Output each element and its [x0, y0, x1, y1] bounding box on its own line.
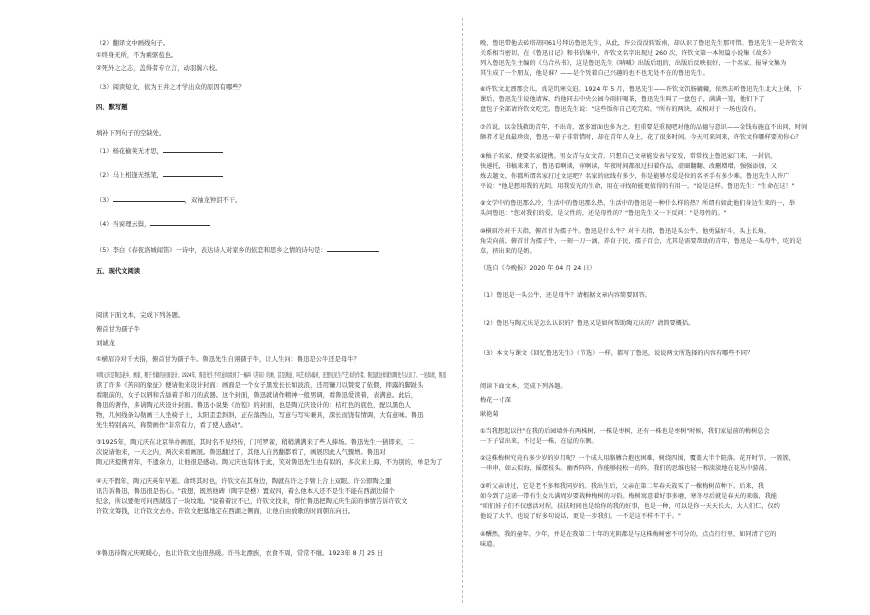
fill-blank-item: [96, 245, 379, 255]
paragraph-line: ⑤鲁迅待陶元庆呢暖心，也让许钦文也很热暖。许当北漂族，衣食不周，常常不继。1923年 8 月 25 日: [96, 550, 384, 557]
paragraph-line: ④天不假年，陶元庆英年早逝。命终其时也，许钦文在其身边，陶就在许之手臂上合上双眼。许公即陶之噩: [96, 478, 392, 485]
answer-blank[interactable]: [113, 195, 185, 202]
paragraph-line: 物，几何线条勾勒画三人坐椅子上，太阳歪歪斜斜，正在落西山，写意与写实兼具，深长而饶有情调，大有意味。鲁迅: [96, 412, 424, 419]
section-heading: 四、默写题: [96, 104, 128, 111]
item-text: （2）马上相逢无纸笔，: [96, 172, 163, 179]
paragraph-line: 角尖向前，俯首甘为孺子牛，一刻一刀一滴，养育子民，孺子百会，尤其是需要帮助的青年，鲁迅是一头母牛，吃的是: [480, 238, 802, 245]
paragraph-line: 其生成了一个朋友，他是谁？——是个凭着自己兴趣的也不也无处不在的鲁迅先生。: [480, 70, 709, 77]
paragraph-line: 颇者才是真最珍贵，鲁迅一辈子非常惜时，却在青年人身上，花了很多时间。今天可来问来，许钦文你哪样要劝你心？: [480, 134, 802, 141]
article-title: 梅花一寸深: [480, 397, 511, 404]
paragraph-line: ⑧稿子名家，便要名家提携。男女青与女文青，只想自己文章能发表与安发，常常找上鲁迅家门来，一封信，: [480, 153, 777, 160]
paragraph-line: 草，挤出来的是奶。: [480, 248, 536, 255]
paragraph-line: 盘包子全部请许钦文吃完。鲁迅先生说："这些饭你自己吃完哈。"所有的两块，或相对于 一场也没有。: [480, 106, 760, 113]
paragraph-line: ①当我想起以往"在我的后园墙外有两株树，一株是枣树，还有一株也是枣树"时候，我们家屋前的梅树总会: [480, 428, 770, 435]
article-author: 刘诚龙: [96, 340, 115, 347]
paragraph-line: 次说请他来，一天之内，两次来看画展。鲁迅翻过了，其他人自然翻都看了，画展因此人气骤增。鲁迅对: [96, 449, 386, 456]
paragraph-line: ⑥许钦文北漂那会儿，真是饥寒交迫。1924 年 5 月，鲁迅先生——许钦文饥肠辘辘，依然去听鲁迅先生北大上课，下: [480, 86, 802, 93]
paragraph-line: ③1925年，陶元庆在北京举办画展，其时名不见经传，门可罗雀，稍稍满满来了些人捧场。鲁迅先生一猜即来，二: [96, 439, 414, 446]
question-text: （2）鲁迅与陶元庆是怎么认识的？鲁迅又是如何帮助陶元庆的？请简要概括。: [480, 320, 695, 327]
paragraph-line: 晚，鲁迅带他去砖塔胡同61号拜访鲁迅先生，从此，许公没没转饭南，却认识了鲁迅先生那可惜。鲁迅先生一是许钦文: [480, 40, 804, 47]
article-title: 俯首甘为孺子牛: [96, 326, 141, 333]
paragraph-line: 课后，鲁迅先生说他请客，约他同去中央公园今雨轩喝茶，鲁迅先生叫了一盘包子，满满一笼，他们下了: [480, 96, 765, 103]
paragraph-line: 陶元庆提携青年，不遗余力，让他很是感动。陶元庆也有体于此，笑对鲁迅先生也有似的，多次来上海，不为别的，单是为了: [96, 459, 443, 466]
fill-blank-item: [96, 170, 223, 180]
fill-blank-item: [96, 219, 210, 229]
source-citation: （选自《今晚报》2020 年 04 月 24 日）: [480, 265, 596, 272]
fill-blank-item: [96, 146, 223, 156]
paragraph-line: 头问鲁迅："您对我们的爱，是父性的，还是母性的？"鲁迅先生又一下反问："是母性的。": [480, 210, 727, 217]
paragraph-line: 纪念，所以要他可问西湖选了一块坟地。"说着着泣不已，许钦文找来，帮忙鲁迅把陶元庆生前的事情告诉许钦文: [96, 498, 408, 505]
paragraph-line: ③听父亲讲过，它是老不多和我同岁的。我出生后，父亲在第二年春天栽买了一棵梅树苗种下。后来，我: [480, 483, 764, 490]
paragraph-line: 炼去题文。你都所谓名家打过文运吧？名家的底线有多少，你是能够尽爱是位的名圣手有多少难。鲁迅先生人许广: [480, 173, 790, 180]
answer-blank[interactable]: [163, 146, 223, 153]
paragraph-line: 如今到了这诺一带有生女儿满周岁要栽种梅树的习俗。梅树寓意着好事多磨，寒冬尽后就是春天的来临，我能: [480, 493, 777, 500]
paragraph-line: 许钦文筹钱，让许钦文去办。许钦文把墓地定在西湖之侧面，让他自由放歌的时间朝东向日。: [96, 508, 355, 515]
paragraph-line: 关系相当密切，在《鲁迅日记》和书信集中，许钦文名字出现过 260 次，许钦文第一本短篇小说集《故乡》: [480, 50, 775, 57]
paragraph-line: 他说了大半，也说了好多句说话，更是一步我们。一不是这不样不干千。": [480, 513, 681, 520]
question-text: ②死外之之志，盖得者专立言，动羽翼六校。: [96, 65, 222, 72]
question-text: （3）阅读短文，依为王井之才学出众的原因有哪些？: [96, 84, 245, 91]
question-text: （2）翻译文中画线句子。: [96, 40, 170, 47]
paragraph-line: ②陶元庆是鲁迅老乡，画家，精于书籍的封面设计。1924年，鲁迅先生不经意间看到了一幅叫《苦闷》的画，甚是满意，叫艺术的魂灵，还想见见生产艺术的作者。鲁迅就这样就知陶先生认识了。一见如故，鲁迅: [96, 372, 447, 379]
paragraph-line: ④酬然，我的童年，少年，并是在我第二十年的光阴都是与这株梅树密不可分的，点点行行里，如同清了它的: [480, 531, 777, 538]
instruction-text: 阅读下面文本，完成下列各题。: [96, 312, 185, 319]
question-text: （1）鲁迅是一头公牛，还是母牛？请根据文章内容简要回答。: [480, 292, 651, 299]
paragraph-line: ⑨文学中的鲁迅那么冷，生活中的鲁迅那么热，生活中的鲁迅是一种什么样的热？所谓有如此他们身边生来的一，举: [480, 200, 795, 207]
item-text: （4）当窗理云鬓，: [96, 221, 151, 228]
paragraph-line: 讯告诉鲁迅，鲁迅很是伤心。"我想，既然他碑（陶字是樵）置双四，着么他本人还不是生不能在西湖边留个: [96, 488, 395, 495]
item-text: （3）: [96, 197, 113, 204]
paragraph-line: 味道。: [480, 541, 499, 548]
paragraph-line: ⑩横眉冷对千夫指，俯首甘为孺子牛。鲁迅是什么牛？对千夫指，鲁迅是头公牛，他勇猛好斗，头上长角，: [480, 228, 771, 235]
section-heading: 五、现代文阅读: [96, 268, 141, 275]
answer-blank[interactable]: [327, 245, 379, 252]
paragraph-line: 读了许多《苦闷的象征》便请他来设计封面：画面是一个女子黑发长长如波浪，还用镰刀以赞变了依偎，摔露的脚趾头: [96, 382, 424, 389]
instruction-text: 填补下列句子的空缺处。: [96, 130, 166, 137]
paragraph-line: 平说："他是想用我的光阴，用我发光的生命，用在寻找陌能更值得的有用一。"说是这样。鲁迅先生："生命在这！": [480, 183, 795, 190]
instruction-text: 阅读下面文本，完成下列各题。: [480, 383, 567, 390]
question-text: （3）本文与课文《回忆鲁迅先生》（节选）一样，都写了鲁迅，说说两文所选择的内容有哪些不同？: [480, 350, 754, 357]
answer-blank[interactable]: [163, 170, 223, 177]
item-text: （5）李白《春夜洛城闻笛》一诗中，表达诗人对家乡的依恋和思乡之情的诗句是：: [96, 247, 327, 254]
item-text: ，双袖龙钟泪不干。: [184, 197, 242, 204]
question-text: ①终身无所，不为乘驱苞也。: [96, 52, 178, 59]
paragraph-line: 看眼前的，女子以唇和舌舔着手和刀的武器。这个封面，鲁迅就请作精神一般男调，看鲁迅爱读着，表满意。此后，: [96, 392, 418, 399]
paragraph-line: ①横眉冷对千夫指，俯首甘为孺子牛。鲁迅先生自诩孺子牛，让人生问：鲁迅是公牛还是母牛？: [96, 356, 360, 363]
paragraph-line: ②这株梅树究竟有多少岁的岁月呢？一个成人用胳膊合抱也困难，树绕四围，覆盖大半个院落。花开时节，一簇簇，: [480, 455, 795, 462]
item-text: （1）杨花榆荚无才思，: [96, 148, 163, 155]
paragraph-line: "咱们娃子们不仅感活对捏，扶扶时间也是给你的我的好事，也是一种，可以是你一天天长大，大人们仁，仅约: [480, 503, 780, 510]
paragraph-line: 鲁迅的著作，多请陶元庆设计封面。鲁迅小说集《彷徨》的封面，也是陶元庆设计的：桔红色的底色，配以黑色人: [96, 402, 411, 409]
answer-blank[interactable]: [150, 219, 210, 226]
paragraph-line: 一串串，如云似海，摇摆枝头。幽香阵阵，你能够轻松一的阵，我们的思维也轻一和淡淡地在花丛中游荡。: [480, 465, 771, 472]
paragraph-line: ⑦首说，以金钱救助青年，不出奇，富多富面也多为之，但重要是重视吧对他的品德与意识——金钱布施直不出问，时间: [480, 124, 808, 131]
fill-blank-item: [96, 195, 241, 205]
article-author: 耿艳菊: [480, 411, 499, 418]
paragraph-line: 快递托，书稿来来了，鲁迅看啊谈，审啊读，年夜时间都很过扫着作品，虚圈翻翻、改删增增，强强添加，又: [480, 163, 777, 170]
paragraph-line: 先生特别高兴，称赞画作"非常有力，看了使人感动"。: [96, 422, 247, 429]
column-divider: [462, 18, 463, 603]
paragraph-line: 一下子冒出来，不过是一株，在屋的东侧。: [480, 438, 598, 445]
paragraph-line: 列入鲁迅先生主编的《乌合丛书》，这是鲁迅先生《呐喊》出版后组的，出版后反映很好，一个名家，报导文集为: [480, 60, 787, 67]
